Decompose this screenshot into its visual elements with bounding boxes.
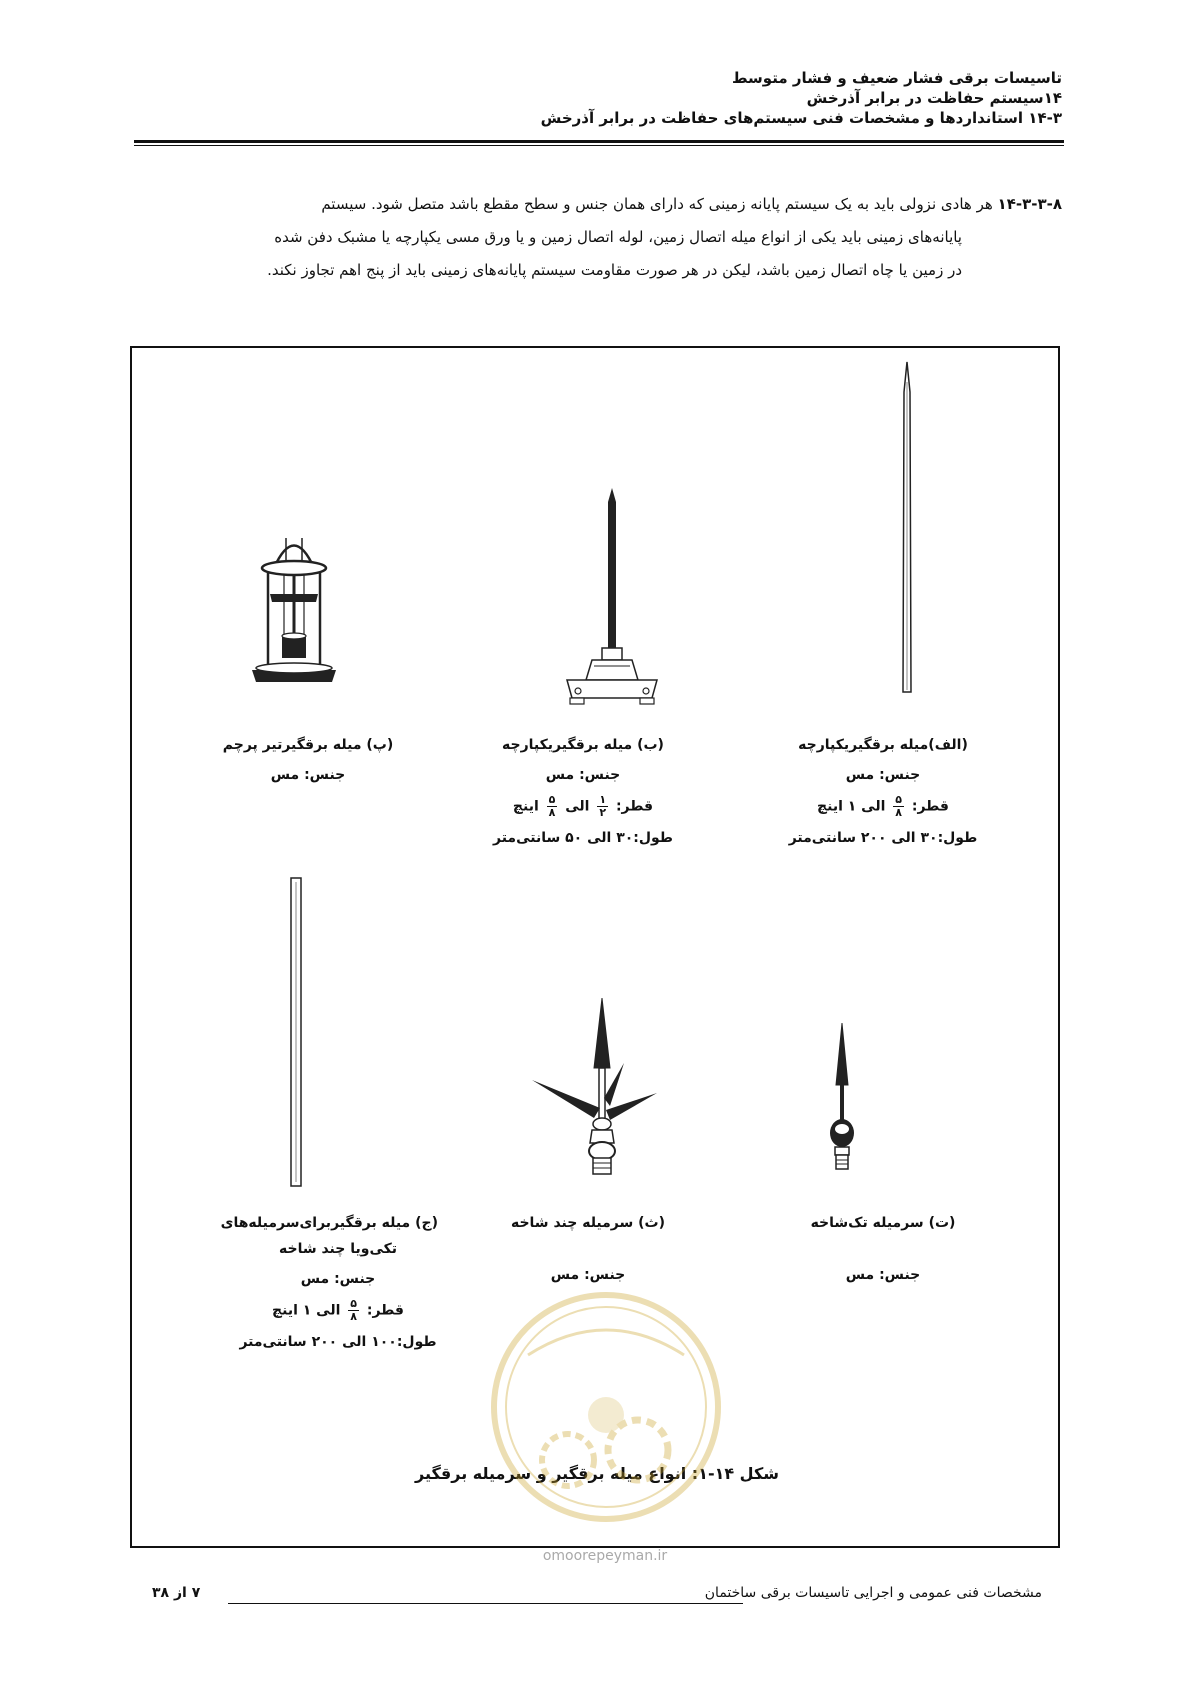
label-pe-material: جنس: مس bbox=[270, 767, 346, 783]
label-te-material: جنس: مس bbox=[845, 1267, 921, 1283]
label-se-material: جنس: مس bbox=[550, 1267, 626, 1283]
label-jim-frac-top: ۵ bbox=[350, 1297, 357, 1310]
label-jim-length: طول:۱۰۰ الی ۲۰۰ سانتی‌متر bbox=[239, 1334, 437, 1350]
header-section-title: ۱۴-۳ استانداردها و مشخصات فنی سیستم‌های حفاظت در برابر آذرخش bbox=[540, 109, 1062, 127]
label-jim-frac-bot: ۸ bbox=[350, 1310, 357, 1323]
header-divider-thick bbox=[134, 140, 1064, 143]
label-jim-material: جنس: مس bbox=[300, 1271, 376, 1287]
rod-for-tips-illustration bbox=[288, 878, 304, 1188]
label-jim-title: (ج) میله برقگیربرای‌سرمیله‌های bbox=[220, 1215, 438, 1231]
label-alef-material: جنس: مس bbox=[845, 767, 921, 783]
label-be-frac1-top: ۱ bbox=[599, 793, 607, 806]
label-be-diameter-mid: الی bbox=[565, 798, 590, 815]
label-be-material: جنس: مس bbox=[545, 767, 621, 783]
footer-rule bbox=[228, 1603, 743, 1604]
label-be-diameter bbox=[488, 794, 678, 819]
label-alef-frac-bot: ۸ bbox=[895, 806, 902, 819]
label-te bbox=[793, 1212, 973, 1286]
label-be-title: (ب) میله برقگیریکپارچه bbox=[502, 737, 664, 753]
header-book-title: تاسیسات برقی فشار ضعیف و فشار متوسط bbox=[731, 69, 1062, 87]
label-jim-title-2: تکی‌ویا چند شاخه bbox=[278, 1241, 398, 1257]
single-prong-tip-illustration bbox=[822, 1023, 862, 1183]
clause-paragraph bbox=[128, 188, 1062, 287]
label-be-frac2-bot: ۸ bbox=[548, 806, 556, 819]
label-be-diameter-prefix: قطر: bbox=[615, 798, 654, 815]
rod-with-base-illustration bbox=[552, 488, 672, 713]
label-be bbox=[488, 734, 678, 849]
label-jim-diameter-prefix: قطر: bbox=[366, 1302, 404, 1319]
footer-document-title: مشخصات فنی عمومی و اجرایی تاسیسات برقی ساختمان bbox=[704, 1585, 1042, 1601]
label-alef-length: طول:۳۰ الی ۲۰۰ سانتی‌متر bbox=[788, 830, 978, 846]
clause-line-3: در زمین یا چاه اتصال زمین باشد، لیکن در هر صورت مقاومت سیستم پایانه‌های زمینی باید از پنج اهم تجاوز نکند. bbox=[267, 261, 962, 279]
label-be-frac1-bot: ۲ bbox=[599, 806, 607, 819]
label-jim bbox=[220, 1212, 438, 1353]
label-te-title: (ت) سرمیله تک‌شاخه bbox=[810, 1215, 956, 1231]
watermark-seal bbox=[488, 1285, 724, 1530]
multi-prong-tip-illustration bbox=[532, 998, 672, 1183]
page-header bbox=[122, 68, 1062, 128]
footer-page-number: ۷ از ۳۸ bbox=[152, 1585, 201, 1601]
flagpole-rod-illustration bbox=[244, 528, 344, 693]
clause-number: ۱۴-۳-۳-۸ bbox=[997, 195, 1062, 213]
label-alef-title: (الف)میله برقگیریکپارچه bbox=[798, 737, 968, 753]
header-chapter-title: ۱۴سیستم حفاظت در برابر آذرخش bbox=[806, 89, 1062, 107]
label-pe bbox=[208, 734, 408, 786]
label-se bbox=[498, 1212, 678, 1286]
label-alef-diameter-prefix: قطر: bbox=[911, 798, 949, 815]
label-be-diameter-suffix: اینچ bbox=[512, 798, 539, 815]
header-divider-thin bbox=[134, 145, 1064, 146]
watermark-site: omoorepeyman.ir bbox=[542, 1548, 668, 1564]
label-alef bbox=[788, 734, 978, 849]
label-be-frac2-top: ۵ bbox=[548, 793, 556, 806]
label-be-length: طول:۳۰ الی ۵۰ سانتی‌متر bbox=[492, 830, 673, 846]
rod-long-illustration bbox=[897, 362, 917, 702]
clause-line-2: پایانه‌های زمینی باید یکی از انواع میله اتصال زمین، لوله اتصال زمین و یا ورق مسی یکپارچه یا مشبک دفن شده bbox=[274, 228, 962, 246]
label-pe-title: (پ) میله برقگیرتیر پرچم bbox=[222, 737, 394, 753]
label-jim-diameter bbox=[238, 1298, 438, 1323]
label-be-diameter-fraction-2 bbox=[547, 794, 558, 819]
label-be-diameter-fraction-1 bbox=[597, 794, 608, 819]
label-alef-diameter-fraction bbox=[893, 794, 904, 819]
label-se-title: (ث) سرمیله چند شاخه bbox=[510, 1215, 666, 1231]
label-alef-diameter-suffix: الی ۱ اینچ bbox=[817, 798, 886, 815]
label-alef-diameter bbox=[788, 794, 978, 819]
figure-caption: شکل ۱۴-۱: انواع میله برقگیر و سرمیله برقگیر bbox=[414, 1464, 779, 1483]
label-jim-diameter-suffix: الی ۱ اینچ bbox=[272, 1302, 341, 1319]
label-jim-diameter-fraction bbox=[348, 1298, 359, 1323]
clause-line-1: هر هادی نزولی باید به یک سیستم پایانه زمینی که دارای همان جنس و سطح مقطع باشد متصل شود. سیستم bbox=[321, 195, 993, 213]
label-alef-frac-top: ۵ bbox=[895, 793, 902, 806]
